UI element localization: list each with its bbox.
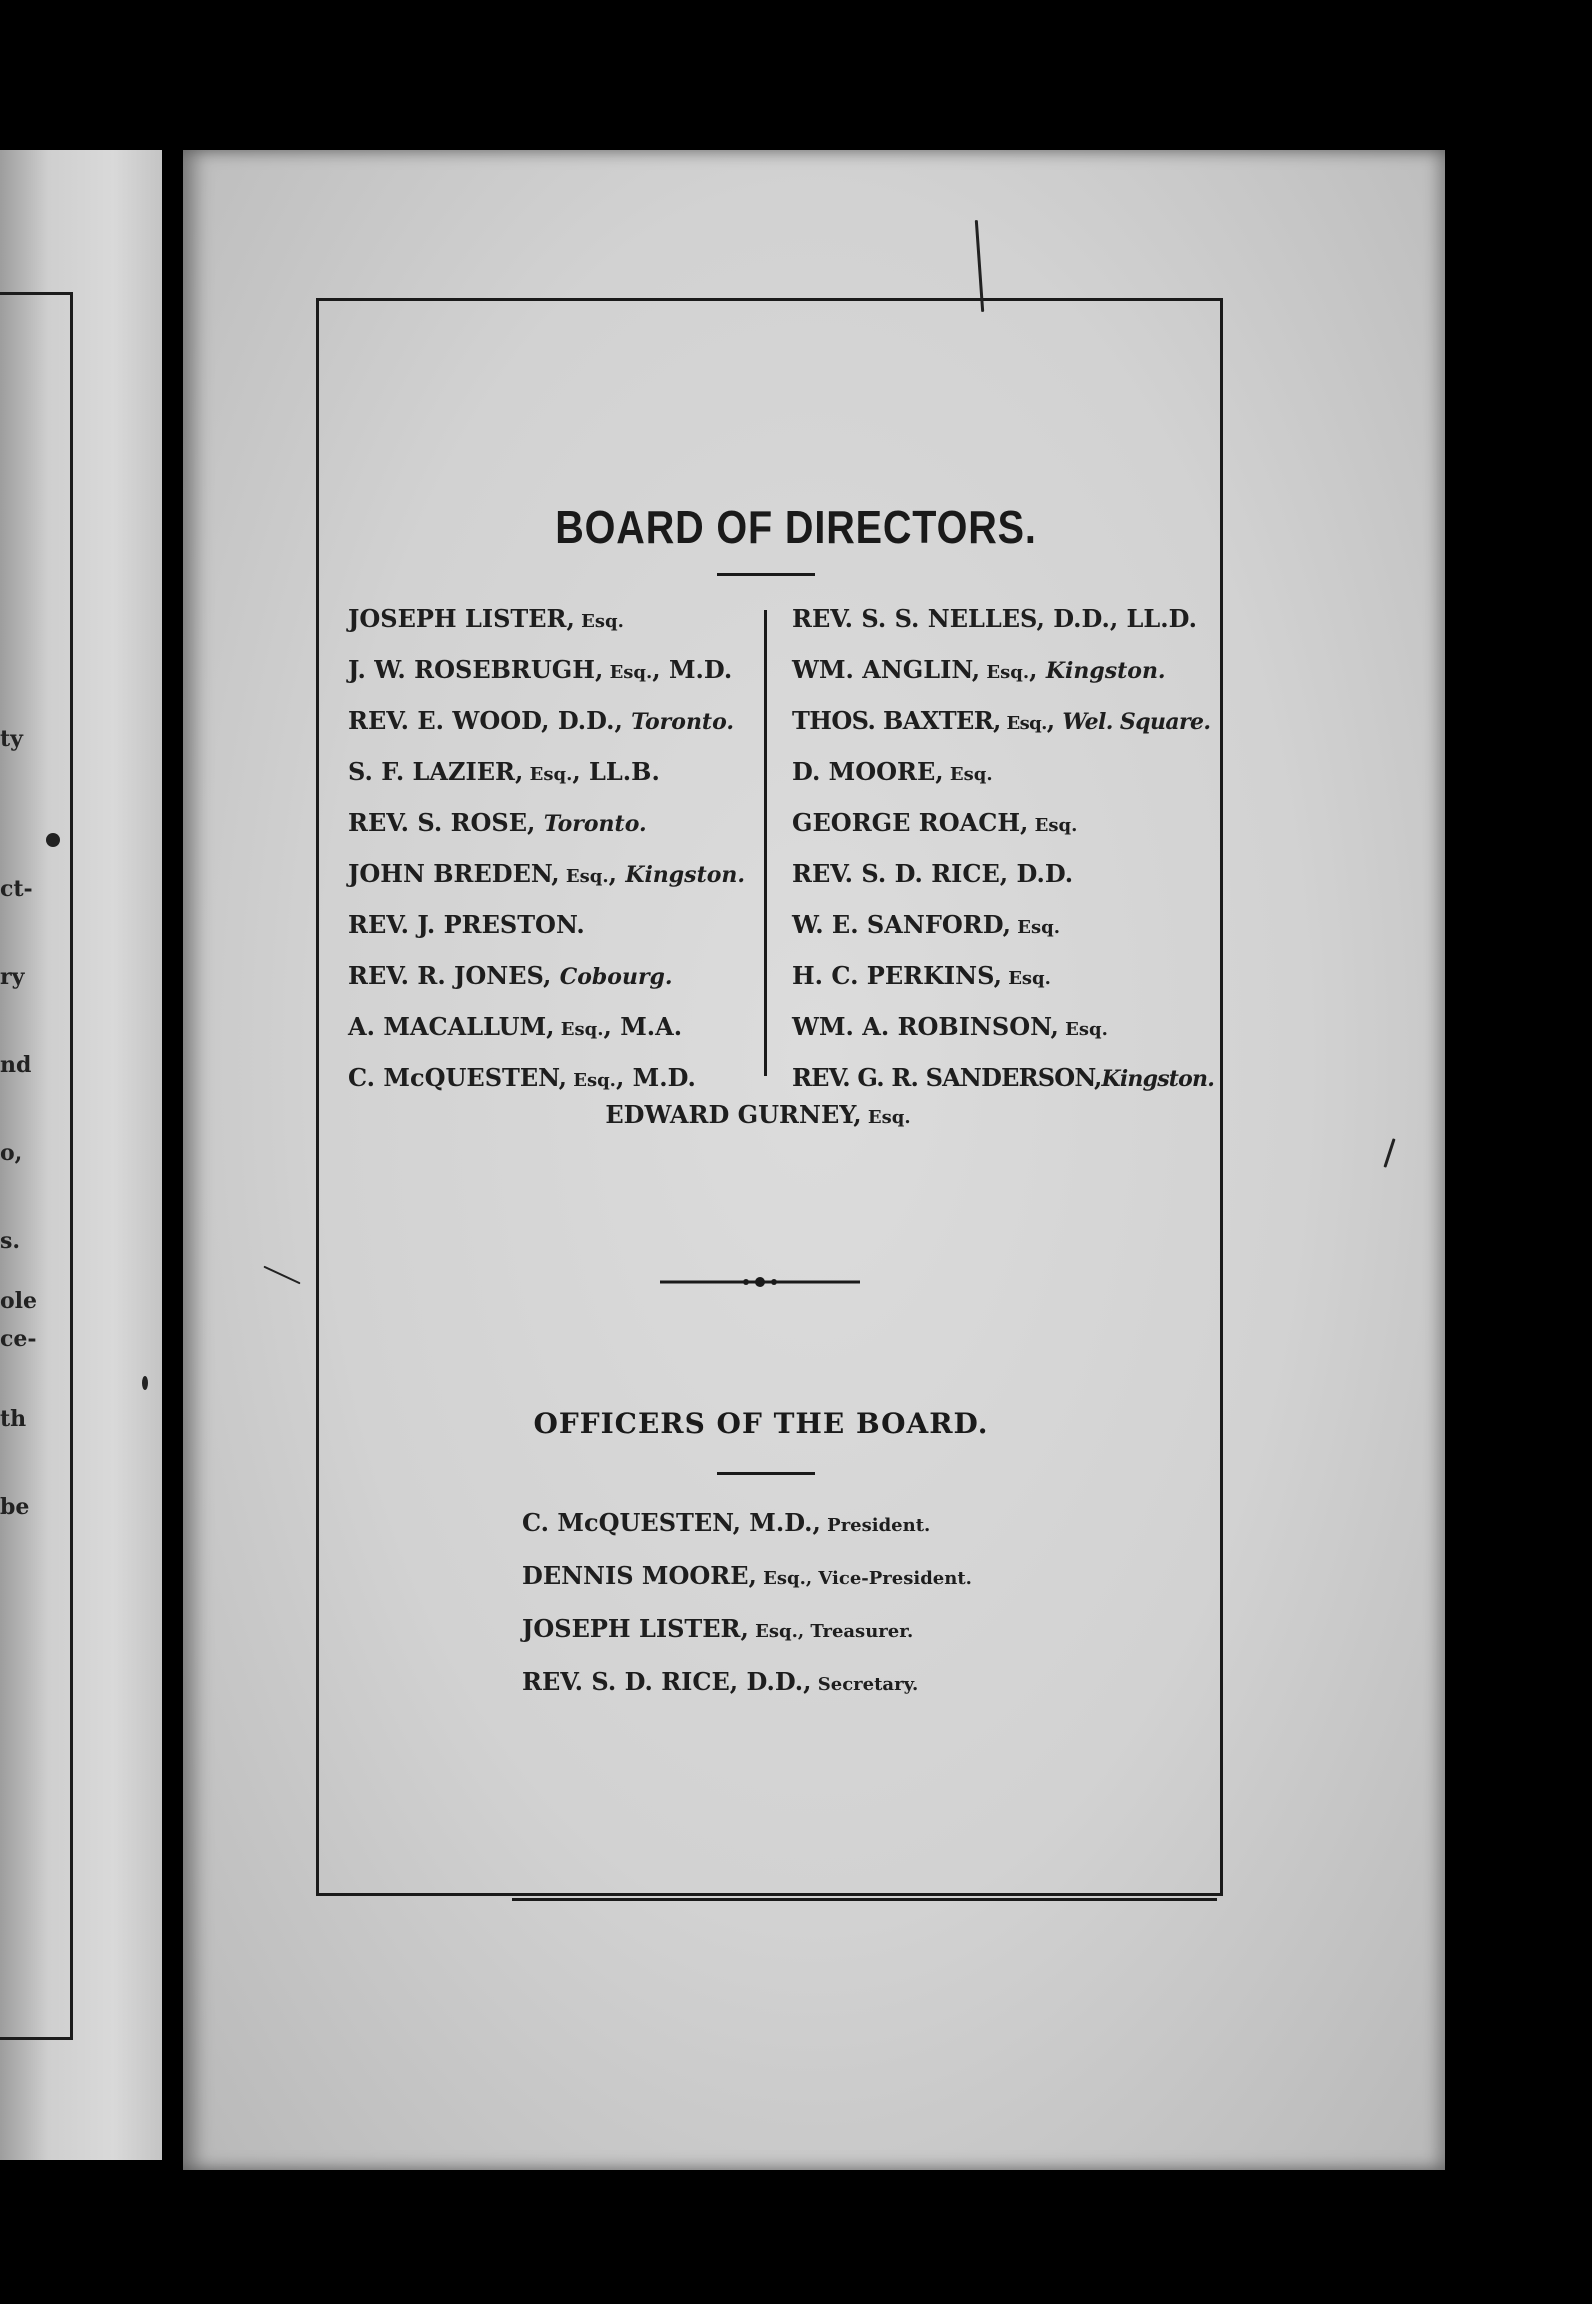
previous-page-frame bbox=[0, 292, 73, 2040]
text-fragment: be bbox=[0, 1494, 30, 1520]
officer-entry: DENNIS MOORE, Esq., Vice-President. bbox=[522, 1561, 972, 1590]
ink-blot bbox=[46, 833, 60, 847]
director-entry: REV. G. R. SANDERSON,Kingston. bbox=[792, 1063, 1215, 1092]
director-entry: REV. R. JONES, Cobourg. bbox=[348, 961, 673, 990]
director-entry: REV. S. D. RICE, D.D. bbox=[792, 859, 1074, 888]
text-fragment: ry bbox=[0, 964, 25, 990]
director-entry: GEORGE ROACH, Esq. bbox=[792, 808, 1078, 837]
director-entry: J. W. ROSEBRUGH, Esq., M.D. bbox=[348, 655, 733, 684]
board-of-directors-heading: BOARD OF DIRECTORS. bbox=[555, 501, 1037, 553]
director-entry: H. C. PERKINS, Esq. bbox=[792, 961, 1051, 990]
officer-entry: JOSEPH LISTER, Esq., Treasurer. bbox=[522, 1614, 914, 1643]
director-entry: S. F. LAZIER, Esq., LL.B. bbox=[348, 757, 660, 786]
director-entry: REV. S. ROSE, Toronto. bbox=[348, 808, 647, 837]
directors-right-column bbox=[792, 593, 1214, 1103]
director-entry: C. McQUESTEN, Esq., M.D. bbox=[348, 1063, 696, 1092]
heading-rule bbox=[717, 1472, 815, 1475]
director-entry: D. MOORE, Esq. bbox=[792, 757, 993, 786]
director-entry: A. MACALLUM, Esq., M.A. bbox=[348, 1012, 683, 1041]
director-entry: W. E. SANFORD, Esq. bbox=[792, 910, 1061, 939]
officer-entry: C. McQUESTEN, M.D., President. bbox=[522, 1508, 931, 1537]
text-fragment: ty bbox=[0, 726, 23, 752]
director-entry: JOHN BREDEN, Esq., Kingston. bbox=[348, 859, 746, 888]
ink-blot bbox=[142, 1376, 148, 1390]
officer-entry: REV. S. D. RICE, D.D., Secretary. bbox=[522, 1667, 919, 1696]
text-fragment: s. bbox=[0, 1228, 21, 1254]
column-divider bbox=[764, 610, 767, 1076]
text-fragment: ct- bbox=[0, 876, 33, 902]
page-border-rule bbox=[512, 1898, 1217, 1901]
director-entry-centered: EDWARD GURNEY, Esq. bbox=[605, 1100, 911, 1129]
text-fragment: o, bbox=[0, 1140, 23, 1166]
director-entry: REV. E. WOOD, D.D., Toronto. bbox=[348, 706, 735, 735]
director-entry: WM. A. ROBINSON, Esq. bbox=[792, 1012, 1108, 1041]
heading-rule bbox=[717, 573, 815, 576]
directors-left-column bbox=[348, 593, 745, 1103]
officers-heading: OFFICERS OF THE BOARD. bbox=[533, 1407, 989, 1440]
previous-page-edge bbox=[0, 150, 162, 2160]
director-entry: WM. ANGLIN, Esq., Kingston. bbox=[792, 655, 1166, 684]
director-entry: JOSEPH LISTER, Esq. bbox=[348, 604, 624, 633]
text-fragment: ole bbox=[0, 1288, 38, 1314]
text-fragment: nd bbox=[0, 1052, 32, 1078]
director-entry: REV. S. S. NELLES, D.D., LL.D. bbox=[792, 604, 1197, 633]
ornamental-divider bbox=[660, 1272, 860, 1292]
officers-list bbox=[522, 1496, 972, 1708]
text-fragment: th bbox=[0, 1406, 27, 1432]
director-entry: REV. J. PRESTON. bbox=[348, 910, 585, 939]
director-entry: THOS. BAXTER, Esq., Wel. Square. bbox=[792, 706, 1211, 735]
text-fragment: ce- bbox=[0, 1326, 37, 1352]
